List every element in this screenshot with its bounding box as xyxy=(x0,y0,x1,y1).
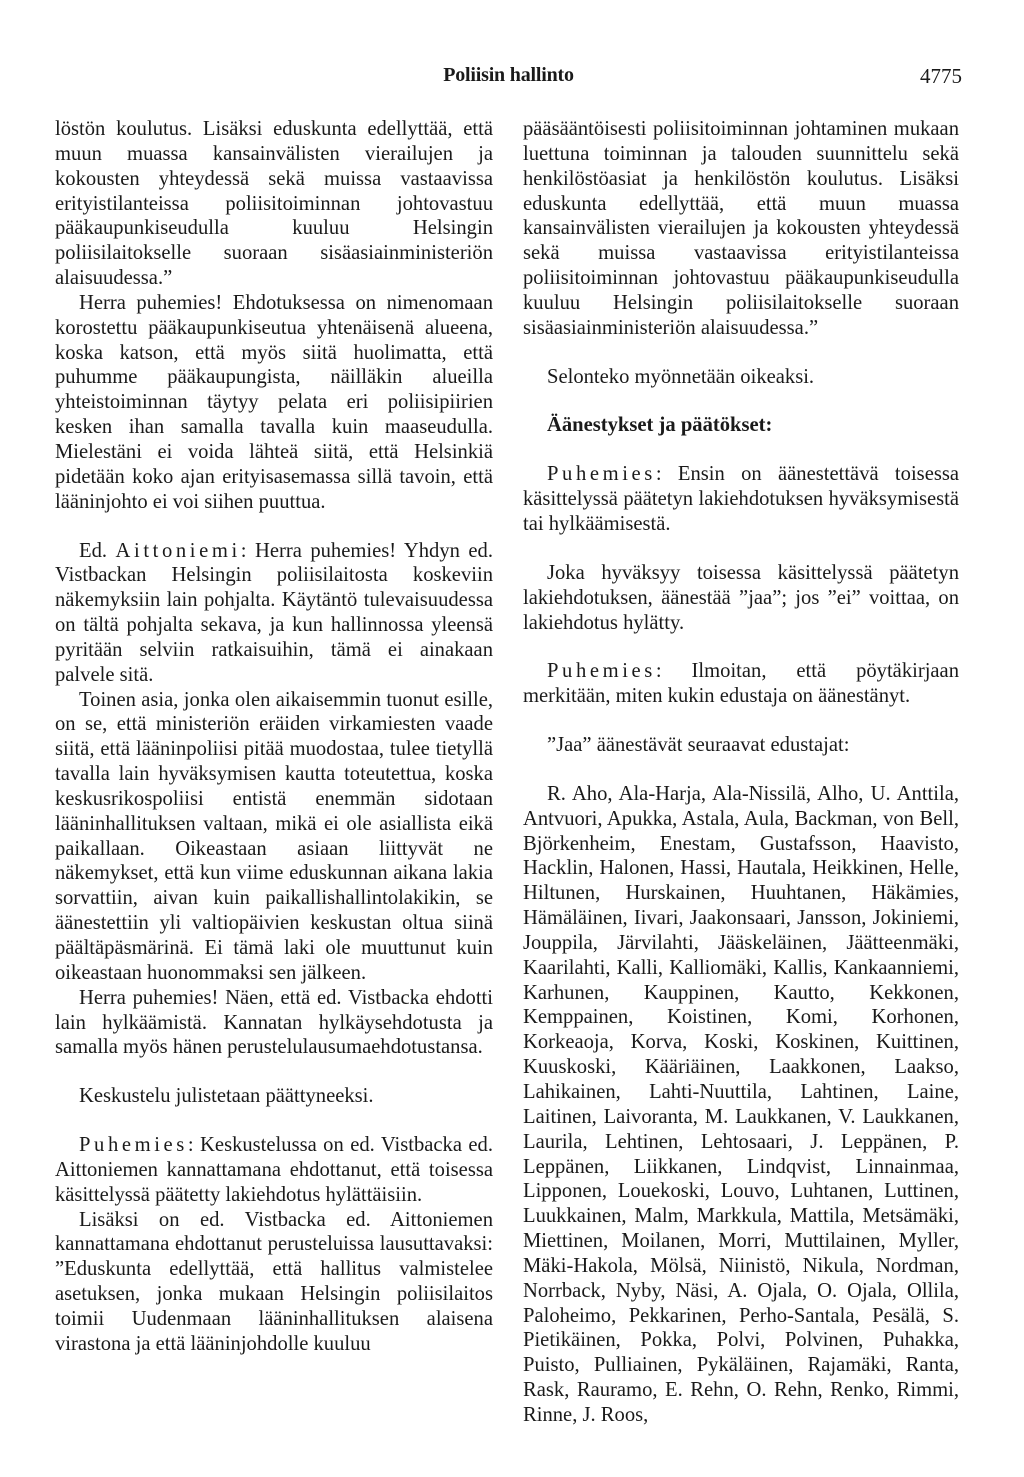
speech-text: : Ilmoitan, että pöytäkirjaan merkitään, miten kukin edustaja on äänestänyt. xyxy=(523,660,959,708)
paragraph: Keskustelu julistetaan päättyneeksi. xyxy=(79,1085,374,1108)
paragraph: Selonteko myönnetään oikeaksi. xyxy=(547,365,815,388)
paragraph: ”Jaa” äänestävät seuraavat edustajat: xyxy=(547,734,850,757)
speaker-name: Aittoniemi xyxy=(115,539,241,562)
speech-text: : Ensin on äänestettävä toisessa käsittelyssä päätetyn lakiehdotuksen hyväksymisestä tai hylkäämisestä. xyxy=(523,463,959,535)
section-heading: Äänestykset ja päätökset: xyxy=(547,414,773,437)
speech-text: : Keskustelussa on ed. Vistbacka ed. Aittoniemen kannattamana ehdottanut, että toisessa käsittelyssä päätetty lakiehdotus hylättäisiin. xyxy=(55,1134,493,1206)
speech-puhemies xyxy=(55,1133,493,1208)
speech-puhemies xyxy=(523,462,959,537)
speech-text: : Herra puhemies! Yhdyn ed. Vistbackan Helsingin poliisilaitosta koskeviin näkemyksiin lain pohjalta. Käytäntö tulevaisuudessa on tältä pohjalta sekava, ja kun hallinnossa yleensä pyritään selviin ratkaisuihin, tämä ei ainakaan palvele sitä. xyxy=(55,539,493,686)
speech-puhemies xyxy=(523,659,959,709)
voter-list: R. Aho, Ala-Harja, Ala-Nissilä, Alho, U. Anttila, Antvuori, Apukka, Astala, Aula, Backman, von Bell, Björkenheim, Enestam, Gustafsson, Haavisto, Hacklin, Halonen, Hassi, Hautala, Heikkinen, Helle, Hiltunen, Hurskainen, Huuhtanen, Häkämies, Hämäläinen, Iivari, Jaakonsaari, Jansson, Jokiniemi, Jouppila, Järvilahti, Jääskeläinen, Jäätteenmäki, Kaarilahti, Kalli, Kalliomäki, Kallis, Kankaanniemi, Karhunen, Kauppinen, Kautto, Kekkonen, Kemppainen, Koistinen, Komi, Korhonen, Korkeaoja, Korva, Koski, Koskinen, Kuittinen, Kuuskoski, Kääriäinen, Laakkonen, Laakso, Lahikainen, Lahti-Nuuttila, Lahtinen, Laine, Laitinen, Laivoranta, M. Laukkanen, V. Laukkanen, Laurila, Lehtinen, Lehtosaari, J. Leppänen, P. Leppänen, Liikkanen, Lindqvist, Linnainmaa, Lipponen, Louekoski, Louvo, Luhtanen, Luttinen, Luukkainen, Malm, Markkula, Mattila, Metsämäki, Miettinen, Moilanen, Morri, Muttilainen, Myller, Mäki-Hakola, Mölsä, Niinistö, Nikula, Nordman, Norrback, Nyby, Näsi, A. Ojala, O. Ojala, Ollila, Paloheimo, Pekkarinen, Perho-Santala, Pesälä, S. Pietikäinen, Pokka, Polvi, Polvinen, Puhakka, Puisto, Pulliainen, Pykäläinen, Rajamäki, Ranta, Rask, Rauramo, E. Rehn, O. Rehn, Renko, Rimmi, Rinne, J. Roos, xyxy=(523,782,959,1426)
running-title: Poliisin hallinto xyxy=(443,64,574,86)
paragraph: Toinen asia, jonka olen aikaisemmin tuonut esille, on se, että ministeriön eräiden virkamiesten vaade siitä, että lääninpoliisi pitää muodostaa, tulee tietyllä tavalla lain hyväksymisen kautta toteutettua, koska keskusrikospoliisi entistä enemmän sidotaan lääninhallituksen valtaan, mikä ei ole asiallista eikä paikallaan. Oikeastaan asiaan liittyvät ne näkemykset, että kun viime eduskunnan aikana lakia sorvattiin, aivan kuin paikallishallintolakikin, se äänestettiin yli valtiopäivien keskustan oltua siinä päältäpäsmärinä. Ei tämä laki ole muuttunut kuin oikeastaan huonommaksi sen jälkeen. xyxy=(55,688,493,984)
paragraph: Lisäksi on ed. Vistbacka ed. Aittoniemen kannattamana ehdottanut perusteluissa lausuttavaksi: ”Eduskunta edellyttää, että hallitus valmistelee asetuksen, jonka mukaan Helsingin poliisilaitos toimii Uudenmaan lääninhallituksen alaisena virastona ja että lääninjohdolle kuuluu xyxy=(55,1208,493,1355)
left-column xyxy=(55,117,493,1357)
speech-aittoniemi xyxy=(55,539,493,688)
speaker-name: Puhemies xyxy=(547,660,656,683)
paragraph: Herra puhemies! Ehdotuksessa on nimenomaan korostettu pääkaupunkiseutua yhtenäisenä alueena, koska katson, että myös siitä huolimatta, että puhumme pääkaupungista, näilläkin alueilla yhteistoiminnan täytyy pelata eri poliisipiirien kesken ihan samalla tavalla kuin maaseudulla. Mielestäni ei voida lähteä siitä, että Helsinkiä pidetään koko ajan erityisasemassa sillä tavoin, että lääninjohto ei voi siihen puuttua. xyxy=(55,291,493,513)
speaker-name: Puhemies xyxy=(547,463,656,486)
paragraph: löstön koulutus. Lisäksi eduskunta edellyttää, että muun muassa kansainvälisten vierailujen ja kokousten yhteydessä sekä muissa vastaavissa erityistilanteissa poliisitoiminnan johtovastuu pääkaupunkiseudulla kuuluu Helsingin poliisilaitokselle suoraan sisäasiainministeriön alaisuudessa.” xyxy=(55,118,493,290)
page-number: 4775 xyxy=(920,64,962,88)
paragraph: Herra puhemies! Näen, että ed. Vistbacka ehdotti lain hylkäämistä. Kannatan hylkäysehdotusta ja samalla myös hänen perustelulausumaehdotustansa. xyxy=(55,986,493,1059)
right-column xyxy=(523,117,959,1428)
paragraph: Joka hyväksyy toisessa käsittelyssä päätetyn lakiehdotuksen, äänestää ”jaa”; jos ”ei” voittaa, on lakiehdotus hylätty. xyxy=(523,561,959,634)
speaker-name: Puhemies xyxy=(79,1134,188,1157)
speaker-prefix: Ed. xyxy=(79,539,108,562)
paragraph: pääsääntöisesti poliisitoiminnan johtaminen mukaan luettuna toiminnan ja talouden suunnittelu sekä henkilöstöasiat ja henkilöstön koulutus. Lisäksi eduskunta edellyttää, että muun muassa kansainvälisten vierailujen ja kokousten yhteydessä sekä muissa vastaavissa erityistilanteissa poliisitoiminnan johtovastuu pääkaupunkiseudulla kuuluu Helsingin poliisilaitokselle suoraan sisäasiainministeriön alaisuudessa.” xyxy=(523,118,959,339)
page-header xyxy=(55,64,962,100)
